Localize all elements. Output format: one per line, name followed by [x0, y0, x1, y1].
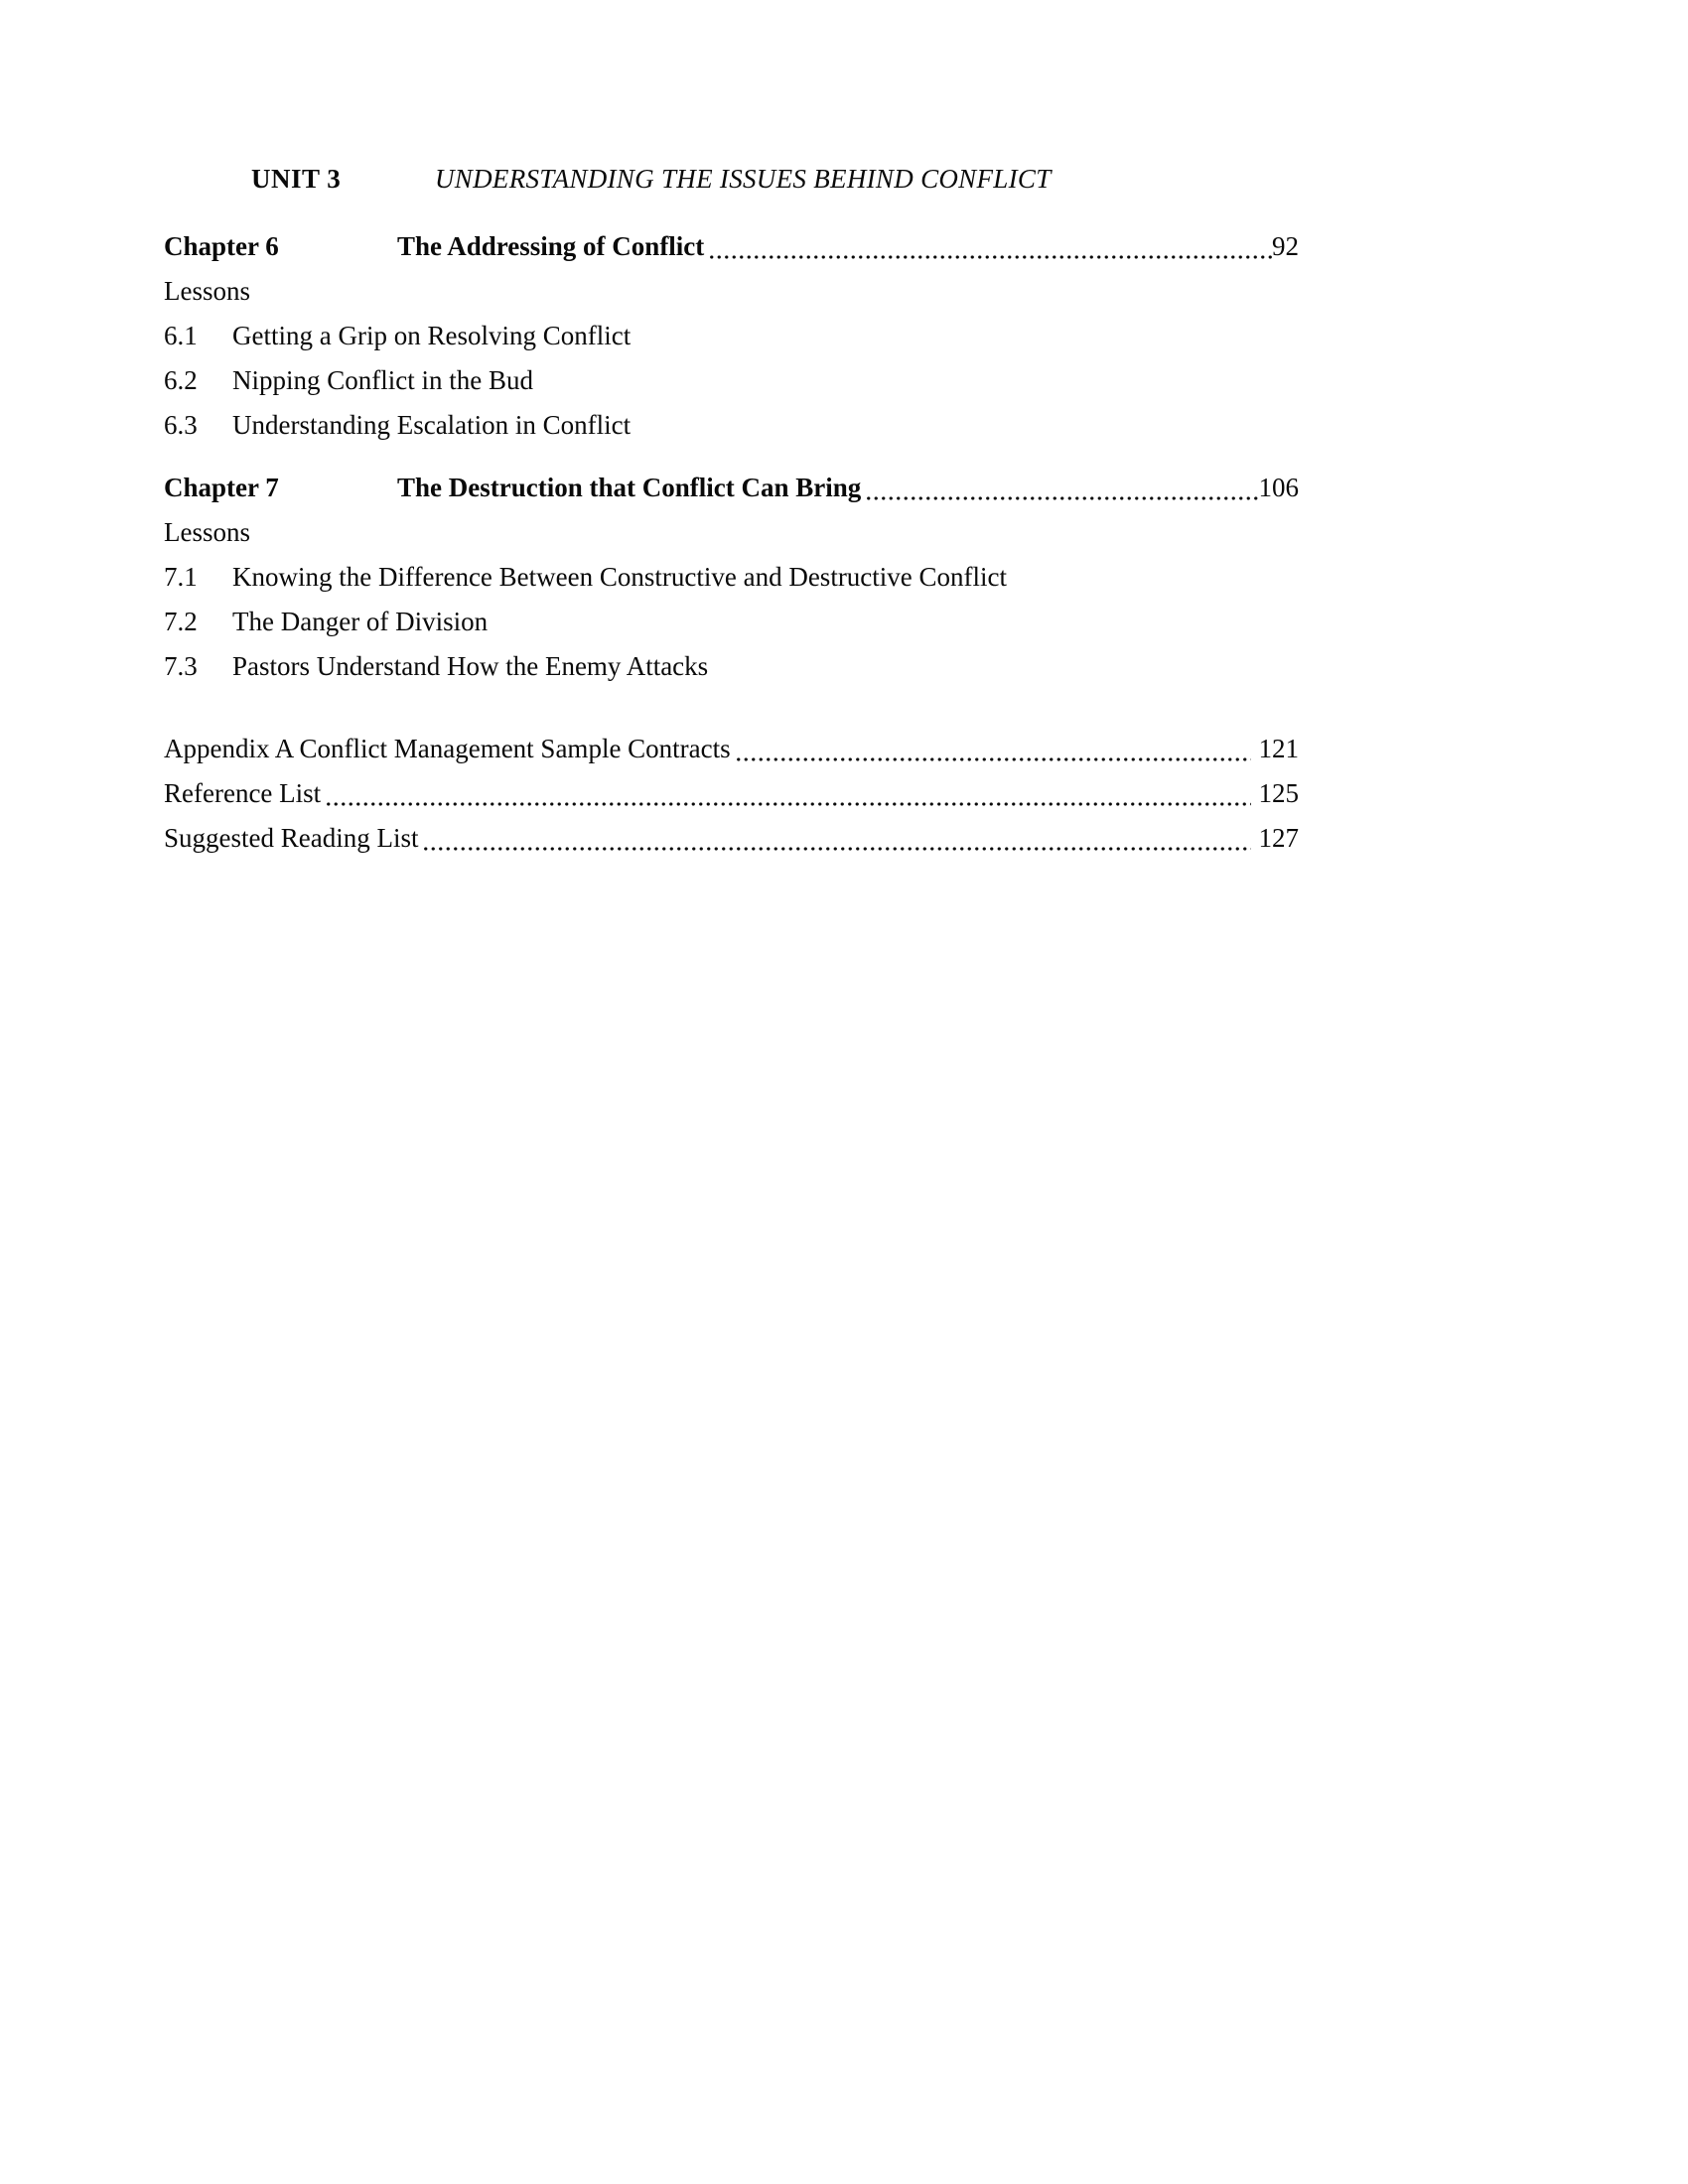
lessons-label: Lessons	[164, 276, 250, 306]
dot-leader	[420, 816, 1250, 861]
lesson-number: 6.2	[164, 365, 198, 395]
chapter-7-label: Chapter 7	[164, 473, 279, 502]
unit-heading	[164, 157, 1299, 202]
reference-list-page-number: 125	[1258, 778, 1299, 808]
lesson-number: 6.1	[164, 321, 198, 350]
lesson-title: Pastors Understand How the Enemy Attacks	[232, 651, 709, 681]
unit-label: UNIT 3	[251, 164, 342, 194]
lesson-title: Getting a Grip on Resolving Conflict	[232, 321, 632, 350]
dot-leader	[706, 224, 1272, 269]
lesson-item-7-1	[164, 555, 1299, 600]
toc-entry-reference-list	[164, 771, 1299, 816]
lesson-title: Knowing the Difference Between Constructive and Destructive Conflict	[232, 562, 1008, 592]
lesson-item-7-2	[164, 600, 1299, 644]
chapter-6-title: The Addressing of Conflict	[397, 231, 705, 261]
backmatter-section	[164, 727, 1299, 861]
toc-entry-appendix-a	[164, 727, 1299, 771]
lesson-item-6-2	[164, 358, 1299, 403]
chapter-7-lessons-heading	[164, 510, 1299, 555]
suggested-reading-list-page-number: 127	[1258, 823, 1299, 853]
unit-title: UNDERSTANDING THE ISSUES BEHIND CONFLICT	[435, 164, 1052, 194]
chapter-6-label: Chapter 6	[164, 231, 279, 261]
chapter-7-title: The Destruction that Conflict Can Bring	[397, 473, 862, 502]
dot-leader	[323, 771, 1250, 816]
dot-leader	[733, 727, 1251, 771]
toc-entry-suggested-reading-list	[164, 816, 1299, 861]
lesson-title: Understanding Escalation in Conflict	[232, 410, 632, 440]
lesson-number: 7.2	[164, 607, 198, 636]
lesson-number: 7.3	[164, 651, 198, 681]
lessons-label: Lessons	[164, 517, 250, 547]
chapter-6-page-number: 92	[1272, 231, 1299, 261]
lesson-item-6-3	[164, 403, 1299, 448]
reference-list-title: Reference List	[164, 778, 322, 808]
chapter-6-lessons-heading	[164, 269, 1299, 314]
appendix-a-title: Appendix A Conflict Management Sample Contracts	[164, 734, 731, 763]
lesson-item-6-1	[164, 314, 1299, 358]
chapter-7-page-number: 106	[1258, 473, 1299, 502]
lesson-title: Nipping Conflict in the Bud	[232, 365, 533, 395]
appendix-a-page-number: 121	[1258, 734, 1299, 763]
lesson-number: 7.1	[164, 562, 198, 592]
dot-leader	[863, 466, 1258, 510]
lesson-title: The Danger of Division	[232, 607, 489, 636]
toc-entry-chapter-7	[164, 466, 1299, 510]
suggested-reading-list-title: Suggested Reading List	[164, 823, 419, 853]
toc-entry-chapter-6	[164, 224, 1299, 269]
lesson-number: 6.3	[164, 410, 198, 440]
lesson-item-7-3	[164, 644, 1299, 689]
